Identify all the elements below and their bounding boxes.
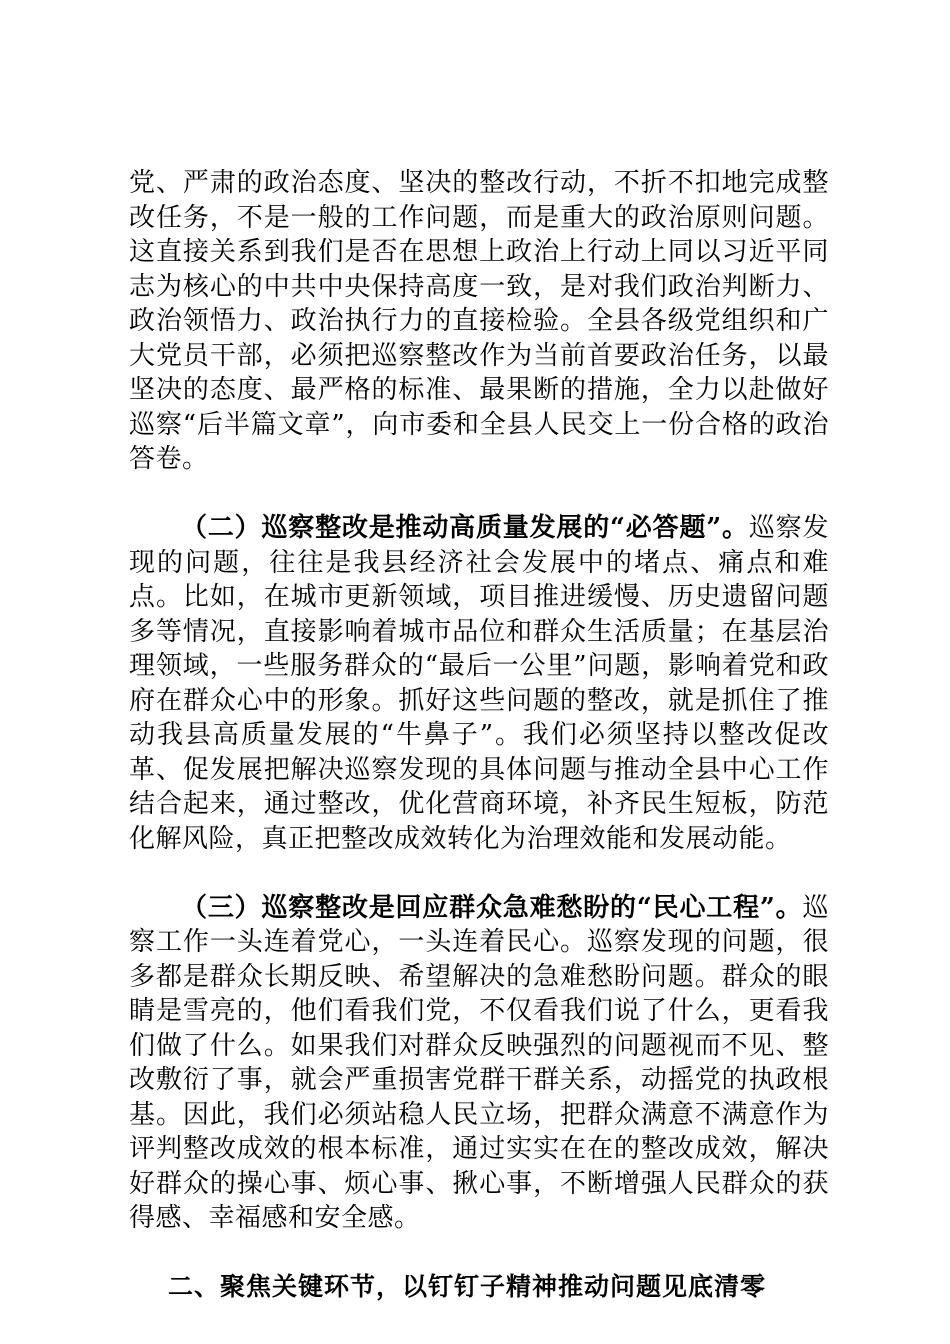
paragraph-spacer [129, 477, 829, 512]
paragraph-3 [129, 891, 829, 1236]
paragraph-spacer [129, 856, 829, 891]
paragraph-2-body: 巡察发现的问题，往往是我县经济社会发展中的堵点、痛点和难点。比如，在城市更新领域，项目推进缓慢、历史遗留问题多等情况，直接影响着城市品位和群众生活质量；在基层治理领域，一些服务群众的“最后一公里”问题，影响着党和政府在群众心中的形象。抓好这些问题的整改，就是抓住了推动我县高质量发展的“牛鼻子”。我们必须坚持以整改促改革、促发展把解决巡察发现的具体问题与推动全县中心工作结合起来，通过整改，优化营商环境，补齐民生短板，防范化解风险，真正把整改成效转化为治理效能和发展动能。 [129, 513, 829, 854]
paragraph-spacer [129, 1236, 829, 1271]
paragraph-2 [129, 511, 829, 856]
paragraph-3-body: 巡察工作一头连着党心，一头连着民心。巡察发现的问题，很多都是群众长期反映、希望解决的急难愁盼问题。群众的眼睛是雪亮的，他们看我们党，不仅看我们说了什么，更看我们做了什么。如果我们对群众反映强烈的问题视而不见、整改敷衍了事，就会严重损害党群干群关系，动摇党的执政根基。因此，我们必须站稳人民立场，把群众满意不满意作为评判整改成效的根本标准，通过实实在在的整改成效，解决好群众的操心事、烦心事、揪心事，不断增强人民群众的获得感、幸福感和安全感。 [129, 892, 829, 1233]
paragraph-2-lead: （二）巡察整改是推动高质量发展的“必答题”。 [181, 513, 749, 543]
paragraph-3-lead: （三）巡察整改是回应群众急难愁盼的“民心工程”。 [181, 892, 803, 923]
section-heading: 二、聚焦关键环节，以钉钉子精神推动问题见底清零 [168, 1272, 767, 1301]
paragraph-continuation: 党、严肃的政治态度、坚决的整改行动，不折不扣地完成整改任务，不是一般的工作问题，而是重大的政治原则问题。这直接关系到我们是否在思想上政治上行动上同以习近平同志为核心的中共中央保持高度一致，是对我们政治判断力、政治领悟力、政治执行力的直接检验。全县各级党组织和广大党员干部，必须把巡察整改作为当前首要政治任务，以最坚决的态度、最严格的标准、最果断的措施，全力以赴做好巡察“后半篇文章”，向市委和全县人民交上一份合格的政治答卷。 [129, 168, 829, 474]
document-body [129, 166, 829, 1305]
